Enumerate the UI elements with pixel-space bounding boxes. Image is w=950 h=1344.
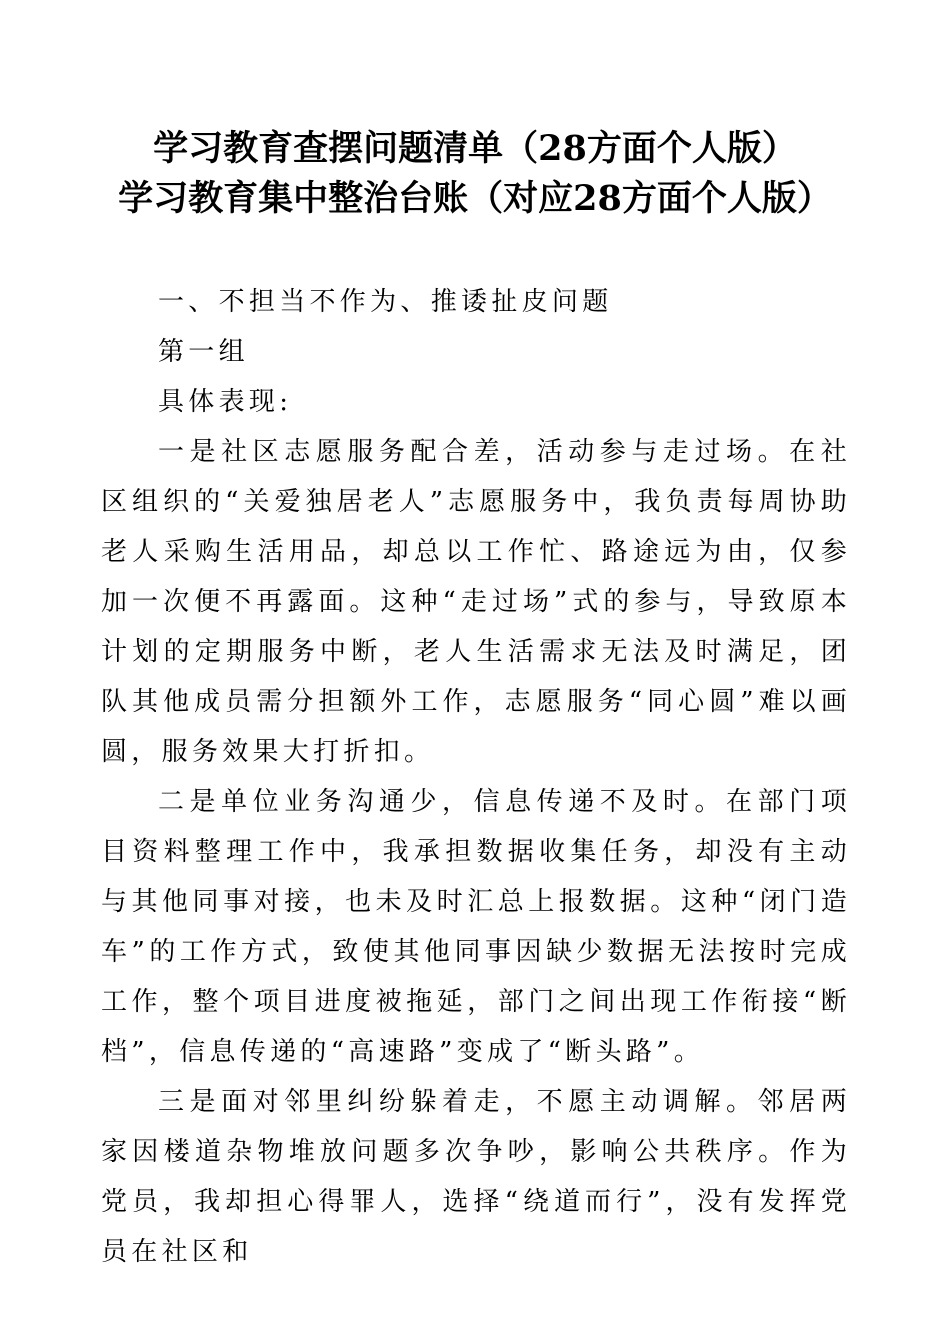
paragraph-item-2: 二是单位业务沟通少，信息传递不及时。在部门项目资料整理工作中，我承担数据收集任务，却没有主动与其他同事对接，也未及时汇总上报数据。这种“闭门造车”的工作方式，致使其他同事因缺少数据无法按时完成工作，整个项目进度被拖延，部门之间出现工作衔接“断档”，信息传递的“高速路”变成了“断头路”。 [101,787,851,1067]
document-title-line-2: 学习教育集中整治台账（对应28方面个人版） [118,178,832,219]
paragraph-item-3: 三是面对邻里纠纷躲着走，不愿主动调解。邻居两家因楼道杂物堆放问题多次争吵，影响公共秩序。作为党员，我却担心得罪人，选择“绕道而行”，没有发挥党员在社区和 [101,1087,851,1267]
manifestation-label: 具体表现: [158,387,293,417]
title-block [0,124,950,224]
paragraph-item-1: 一是社区志愿服务配合差，活动参与走过场。在社区组织的“关爱独居老人”志愿服务中，我负责每周协助老人采购生活用品，却总以工作忙、路途远为由，仅参加一次便不再露面。这种“走过场”式的参与，导致原本计划的定期服务中断，老人生活需求无法及时满足，团队其他成员需分担额外工作，志愿服务“同心圆”难以画圆，服务效果大打折扣。 [101,437,851,767]
document-title-line-1: 学习教育查摆问题清单（28方面个人版） [153,128,797,169]
section-heading: 一、不担当不作为、推诿扯皮问题 [158,287,613,317]
group-label: 第一组 [158,337,249,367]
document-body [101,277,851,1277]
